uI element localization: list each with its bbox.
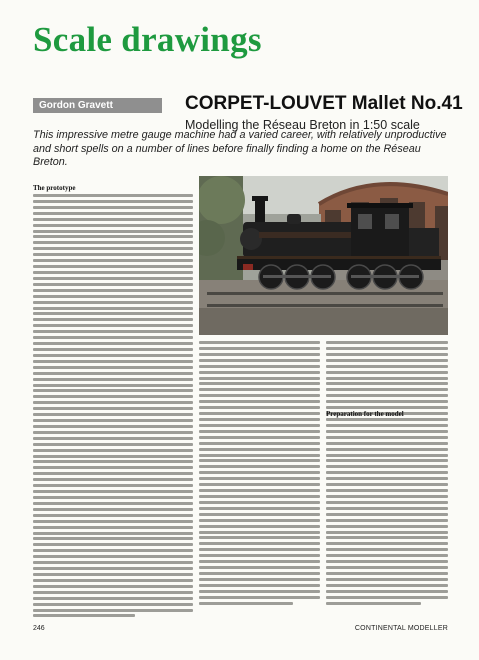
body-text-line [33, 247, 193, 250]
body-text-line [199, 572, 320, 575]
body-text-line [199, 513, 320, 516]
body-text-line [326, 406, 448, 409]
body-text-line [326, 566, 448, 569]
body-text-line [326, 501, 448, 504]
body-text-line [326, 489, 448, 492]
body-text-line [33, 289, 193, 292]
body-text-line [33, 555, 193, 558]
body-text-line [33, 561, 193, 564]
body-text-line [33, 496, 193, 499]
body-text-line [33, 301, 193, 304]
body-text-line [33, 324, 193, 327]
body-text-line [33, 419, 193, 422]
body-text-line [33, 597, 193, 600]
body-text-line [199, 454, 320, 457]
body-text-line [199, 531, 320, 534]
body-text-line [33, 336, 193, 339]
body-text-line [326, 525, 448, 528]
body-text-line [199, 394, 320, 397]
body-text-line [199, 596, 320, 599]
body-text-line [33, 520, 193, 523]
body-text-line [33, 378, 193, 381]
body-text-line [33, 230, 193, 233]
body-text-line [199, 465, 320, 468]
body-text-line [33, 206, 193, 209]
body-text-line [199, 566, 320, 569]
body-text-line [33, 235, 193, 238]
body-text-line [33, 502, 193, 505]
body-text-line [33, 283, 193, 286]
body-text-line [199, 448, 320, 451]
body-text-line [326, 477, 448, 480]
body-text-line [326, 465, 448, 468]
body-text-line [326, 359, 448, 362]
body-text-line [199, 442, 320, 445]
body-text-line [33, 603, 193, 606]
body-text-line [199, 347, 320, 350]
body-text-line [326, 448, 448, 451]
body-text-line [326, 578, 448, 581]
body-text-line [33, 354, 193, 357]
body-text-line [326, 513, 448, 516]
body-text-line [199, 477, 320, 480]
body-text-line [199, 436, 320, 439]
body-text-line [33, 437, 193, 440]
body-text-line [326, 454, 448, 457]
body-text-line [33, 532, 193, 535]
body-text-line [33, 395, 193, 398]
body-text-line [199, 578, 320, 581]
body-text-line [33, 360, 193, 363]
locomotive-photo [199, 176, 448, 335]
body-text-line [199, 584, 320, 587]
body-text-line [33, 585, 193, 588]
body-text-line [199, 424, 320, 427]
body-text-line [326, 382, 448, 385]
body-text-line [199, 365, 320, 368]
body-text-line [326, 377, 448, 380]
body-text-line [326, 519, 448, 522]
body-text-line [33, 372, 193, 375]
body-text-line [33, 389, 193, 392]
body-text-line [326, 353, 448, 356]
body-text-line [199, 525, 320, 528]
standfirst: This impressive metre gauge machine had a varied career, with relatively unproductive and short spells on a number of lines before finally finding a home on the Réseau Breton. [33, 129, 447, 168]
body-text-line [199, 548, 320, 551]
body-text-line [199, 483, 320, 486]
body-text-line [326, 602, 421, 605]
body-text-line [33, 366, 193, 369]
body-text-line [326, 584, 448, 587]
body-text-line [33, 478, 193, 481]
body-text-line [199, 412, 320, 415]
body-text-line [326, 536, 448, 539]
body-text-line [33, 259, 193, 262]
body-text-line [199, 501, 320, 504]
body-text-line [33, 591, 193, 594]
body-text-line [33, 241, 193, 244]
heading-preparation-for-the-model: Preparation for the model [326, 410, 404, 418]
body-column-left [33, 194, 193, 617]
body-text-line [326, 560, 448, 563]
body-text-line [33, 194, 193, 197]
page-number: 246 [33, 625, 45, 632]
body-text-line [33, 253, 193, 256]
body-text-line [33, 312, 193, 315]
body-text-line [33, 348, 193, 351]
body-text-line [33, 318, 193, 321]
body-text-line [33, 224, 193, 227]
body-text-line [33, 490, 193, 493]
body-text-line [33, 307, 193, 310]
article-headline: CORPET-LOUVET Mallet No.41 [185, 93, 463, 114]
body-text-line [199, 495, 320, 498]
body-text-line [33, 537, 193, 540]
body-text-line [33, 425, 193, 428]
body-text-line [33, 265, 193, 268]
body-text-line [33, 526, 193, 529]
body-text-line [199, 519, 320, 522]
body-text-line [199, 353, 320, 356]
body-text-line [326, 400, 448, 403]
body-text-line [33, 460, 193, 463]
body-text-line [326, 341, 448, 344]
body-text-line [326, 424, 448, 427]
body-text-line [33, 614, 135, 617]
body-text-line [199, 471, 320, 474]
body-text-line [326, 495, 448, 498]
body-text-line [199, 400, 320, 403]
body-text-line [199, 359, 320, 362]
body-text-line [33, 295, 193, 298]
body-text-line [199, 542, 320, 545]
body-text-line [33, 384, 193, 387]
body-text-line [33, 218, 193, 221]
body-text-line [199, 430, 320, 433]
body-text-line [33, 455, 193, 458]
body-text-line [33, 472, 193, 475]
body-text-line [33, 543, 193, 546]
body-text-line [326, 442, 448, 445]
body-text-line [33, 431, 193, 434]
body-text-line [326, 596, 448, 599]
body-text-line [199, 382, 320, 385]
body-text-line [199, 602, 293, 605]
body-text-line [33, 407, 193, 410]
body-text-line [33, 271, 193, 274]
body-text-line [33, 342, 193, 345]
body-text-line [33, 514, 193, 517]
body-text-line [326, 459, 448, 462]
body-text-line [33, 212, 193, 215]
body-text-line [199, 560, 320, 563]
body-text-line [326, 590, 448, 593]
body-text-line [33, 277, 193, 280]
body-text-line [326, 430, 448, 433]
body-text-line [326, 365, 448, 368]
body-text-line [33, 573, 193, 576]
body-text-line [326, 507, 448, 510]
body-text-line [33, 466, 193, 469]
body-text-line [326, 371, 448, 374]
body-text-line [199, 554, 320, 557]
body-text-line [326, 347, 448, 350]
body-text-line [199, 459, 320, 462]
author-byline: Gordon Gravett [33, 98, 162, 113]
article-subheadline: Modelling the Réseau Breton in 1:50 scale [185, 118, 420, 132]
body-text-line [326, 388, 448, 391]
body-text-line [326, 542, 448, 545]
body-text-line [33, 330, 193, 333]
body-text-line [33, 609, 193, 612]
body-text-line [199, 590, 320, 593]
body-text-line [326, 471, 448, 474]
section-title: Scale drawings [33, 20, 262, 59]
body-text-line [199, 536, 320, 539]
body-text-line [199, 489, 320, 492]
body-text-line [326, 572, 448, 575]
body-text-line [33, 413, 193, 416]
body-text-line [33, 401, 193, 404]
body-text-line [199, 406, 320, 409]
heading-the-prototype: The prototype [33, 184, 76, 192]
body-text-line [326, 554, 448, 557]
body-column-middle [199, 341, 320, 605]
body-text-line [33, 549, 193, 552]
body-text-line [33, 200, 193, 203]
body-text-line [326, 394, 448, 397]
body-text-line [33, 567, 193, 570]
body-text-line [33, 484, 193, 487]
body-text-line [33, 449, 193, 452]
body-text-line [199, 341, 320, 344]
body-text-line [326, 483, 448, 486]
body-text-line [33, 579, 193, 582]
body-text-line [199, 371, 320, 374]
body-text-line [326, 531, 448, 534]
body-text-line [199, 507, 320, 510]
body-text-line [326, 548, 448, 551]
body-text-line [199, 377, 320, 380]
body-text-line [33, 508, 193, 511]
body-text-line [326, 436, 448, 439]
body-column-right [326, 341, 448, 605]
magazine-name: CONTINENTAL MODELLER [354, 625, 448, 632]
body-text-line [199, 418, 320, 421]
body-text-line [199, 388, 320, 391]
body-text-line [33, 443, 193, 446]
